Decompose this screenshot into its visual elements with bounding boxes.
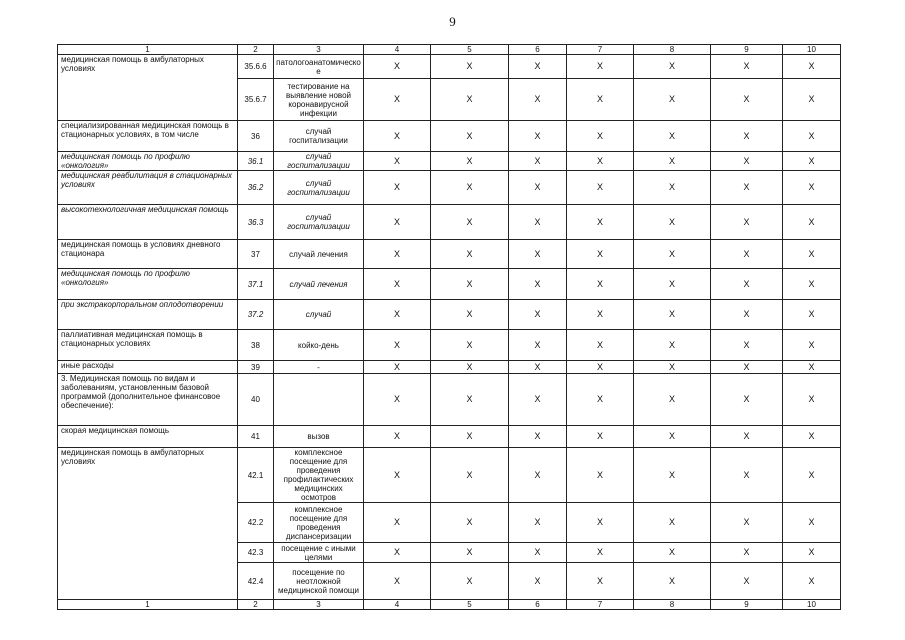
row-code: 42.3 — [238, 543, 274, 563]
table-row — [58, 448, 841, 503]
cell-mark: X — [364, 503, 431, 543]
cell-mark: X — [364, 300, 431, 330]
header-cell: 1 — [58, 600, 238, 610]
header-cell: 6 — [509, 45, 567, 55]
cell-mark: X — [711, 426, 783, 448]
cell-mark: X — [567, 563, 634, 600]
cell-mark: X — [711, 543, 783, 563]
header-cell: 10 — [783, 600, 841, 610]
header-cell: 8 — [634, 45, 711, 55]
cell-mark: X — [567, 361, 634, 374]
cell-mark: X — [364, 426, 431, 448]
cell-mark: X — [783, 503, 841, 543]
cell-mark: X — [431, 171, 509, 205]
row-unit: случай госпитализации — [274, 121, 364, 152]
cell-mark: X — [634, 361, 711, 374]
cell-mark: X — [634, 55, 711, 79]
header-cell: 3 — [274, 600, 364, 610]
cell-mark: X — [431, 426, 509, 448]
cell-mark: X — [634, 374, 711, 426]
cell-mark: X — [711, 205, 783, 240]
row-label: скорая медицинская помощь — [58, 426, 238, 448]
table-row — [58, 330, 841, 361]
cell-mark: X — [711, 374, 783, 426]
cell-mark: X — [634, 240, 711, 269]
cell-mark: X — [431, 152, 509, 171]
row-label: медицинская помощь по профилю «онкология» — [58, 152, 238, 171]
row-unit: посещение с иными целями — [274, 543, 364, 563]
cell-mark: X — [364, 171, 431, 205]
cell-mark: X — [509, 205, 567, 240]
header-row — [58, 45, 841, 55]
cell-mark: X — [783, 240, 841, 269]
cell-mark: X — [634, 330, 711, 361]
cell-mark: X — [509, 426, 567, 448]
table-row — [58, 374, 841, 426]
cell-mark: X — [567, 426, 634, 448]
cell-mark: X — [567, 121, 634, 152]
table-row — [58, 121, 841, 152]
cell-mark: X — [711, 79, 783, 121]
cell-mark: X — [431, 448, 509, 503]
cell-mark: X — [634, 171, 711, 205]
cell-mark: X — [509, 330, 567, 361]
cell-mark: X — [364, 240, 431, 269]
cell-mark: X — [509, 361, 567, 374]
cell-mark: X — [783, 55, 841, 79]
row-unit: комплексное посещение для проведения диспансеризации — [274, 503, 364, 543]
table-row — [58, 152, 841, 171]
cell-mark: X — [567, 79, 634, 121]
table-row — [58, 300, 841, 330]
cell-mark: X — [783, 205, 841, 240]
row-code: 42.2 — [238, 503, 274, 543]
cell-mark: X — [783, 171, 841, 205]
header-cell: 9 — [711, 45, 783, 55]
row-code: 40 — [238, 374, 274, 426]
row-unit: случай госпитализации — [274, 205, 364, 240]
cell-mark: X — [364, 55, 431, 79]
cell-mark: X — [431, 269, 509, 300]
cell-mark: X — [364, 448, 431, 503]
row-label: паллиативная медицинская помощь в стационарных условиях — [58, 330, 238, 361]
cell-mark: X — [364, 543, 431, 563]
row-label: высокотехнологичная медицинская помощь — [58, 205, 238, 240]
cell-mark: X — [783, 543, 841, 563]
cell-mark: X — [364, 205, 431, 240]
cell-mark: X — [567, 269, 634, 300]
cell-mark: X — [509, 269, 567, 300]
table-row — [58, 269, 841, 300]
cell-mark: X — [711, 300, 783, 330]
cell-mark: X — [364, 269, 431, 300]
table-row — [58, 55, 841, 79]
cell-mark: X — [634, 503, 711, 543]
cell-mark: X — [567, 330, 634, 361]
header-cell: 8 — [634, 600, 711, 610]
header-cell: 5 — [431, 45, 509, 55]
cell-mark: X — [364, 361, 431, 374]
header-cell: 7 — [567, 600, 634, 610]
cell-mark: X — [509, 152, 567, 171]
footer-row — [58, 600, 841, 610]
cell-mark: X — [431, 374, 509, 426]
cell-mark: X — [509, 503, 567, 543]
row-unit: тестирование на выявление новой коронавирусной инфекции — [274, 79, 364, 121]
table-row — [58, 205, 841, 240]
cell-mark: X — [567, 240, 634, 269]
header-cell: 10 — [783, 45, 841, 55]
page-number: 9 — [449, 14, 456, 29]
row-code: 37 — [238, 240, 274, 269]
cell-mark: X — [567, 300, 634, 330]
cell-mark: X — [431, 121, 509, 152]
cell-mark: X — [711, 240, 783, 269]
cell-mark: X — [783, 300, 841, 330]
cell-mark: X — [509, 79, 567, 121]
cell-mark: X — [431, 300, 509, 330]
row-label: иные расходы — [58, 361, 238, 374]
row-code: 36.1 — [238, 152, 274, 171]
row-code: 42.4 — [238, 563, 274, 600]
cell-mark: X — [431, 503, 509, 543]
header-cell: 1 — [58, 45, 238, 55]
row-label: медицинская помощь в условиях дневного стационара — [58, 240, 238, 269]
cell-mark: X — [711, 503, 783, 543]
cell-mark: X — [509, 240, 567, 269]
cell-mark: X — [509, 448, 567, 503]
header-cell: 2 — [238, 45, 274, 55]
cell-mark: X — [509, 543, 567, 563]
header-cell: 9 — [711, 600, 783, 610]
cell-mark: X — [364, 79, 431, 121]
cell-mark: X — [567, 448, 634, 503]
row-code: 36.3 — [238, 205, 274, 240]
row-label: специализированная медицинская помощь в стационарных условиях, в том числе — [58, 121, 238, 152]
cell-mark: X — [634, 426, 711, 448]
cell-mark: X — [634, 152, 711, 171]
cell-mark: X — [783, 563, 841, 600]
row-unit: вызов — [274, 426, 364, 448]
cell-mark: X — [567, 374, 634, 426]
cell-mark: X — [431, 205, 509, 240]
cell-mark: X — [431, 55, 509, 79]
row-unit — [274, 374, 364, 426]
cell-mark: X — [509, 300, 567, 330]
cell-mark: X — [711, 269, 783, 300]
cell-mark: X — [711, 171, 783, 205]
cell-mark: X — [711, 55, 783, 79]
header-cell: 4 — [364, 600, 431, 610]
row-label: медицинская реабилитация в стационарных условиях — [58, 171, 238, 205]
cell-mark: X — [711, 121, 783, 152]
cell-mark: X — [364, 121, 431, 152]
cell-mark: X — [783, 79, 841, 121]
row-unit: случай госпитализации — [274, 152, 364, 171]
cell-mark: X — [509, 171, 567, 205]
cell-mark: X — [783, 426, 841, 448]
cell-mark: X — [431, 563, 509, 600]
row-code: 37.2 — [238, 300, 274, 330]
cell-mark: X — [634, 121, 711, 152]
row-unit: патологоанатомическо е — [274, 55, 364, 79]
cell-mark: X — [634, 563, 711, 600]
row-code: 36 — [238, 121, 274, 152]
row-code: 35.6.6 — [238, 55, 274, 79]
row-unit: посещение по неотложной медицинской помощи — [274, 563, 364, 600]
row-label: медицинская помощь в амбулаторных условиях — [58, 55, 238, 121]
cell-mark: X — [431, 543, 509, 563]
header-cell: 6 — [509, 600, 567, 610]
cell-mark: X — [783, 361, 841, 374]
cell-mark: X — [634, 269, 711, 300]
cell-mark: X — [567, 543, 634, 563]
row-label: при экстракорпоральном оплодотворении — [58, 300, 238, 330]
cell-mark: X — [509, 563, 567, 600]
row-unit: случай — [274, 300, 364, 330]
cell-mark: X — [783, 330, 841, 361]
cell-mark: X — [634, 543, 711, 563]
row-code: 42.1 — [238, 448, 274, 503]
row-unit: комплексное посещение для проведения профилактических медицинских осмотров — [274, 448, 364, 503]
header-cell: 5 — [431, 600, 509, 610]
table-row — [58, 361, 841, 374]
cell-mark: X — [364, 374, 431, 426]
header-cell: 4 — [364, 45, 431, 55]
cell-mark: X — [567, 152, 634, 171]
cell-mark: X — [509, 121, 567, 152]
row-unit: - — [274, 361, 364, 374]
cell-mark: X — [567, 205, 634, 240]
cell-mark: X — [783, 269, 841, 300]
header-cell: 3 — [274, 45, 364, 55]
cell-mark: X — [567, 55, 634, 79]
cell-mark: X — [431, 79, 509, 121]
row-unit: случай лечения — [274, 240, 364, 269]
table-row — [58, 171, 841, 205]
cell-mark: X — [783, 374, 841, 426]
row-code: 37.1 — [238, 269, 274, 300]
cell-mark: X — [711, 563, 783, 600]
cell-mark: X — [783, 152, 841, 171]
cell-mark: X — [634, 205, 711, 240]
row-code: 39 — [238, 361, 274, 374]
data-table — [57, 44, 841, 610]
cell-mark: X — [711, 330, 783, 361]
cell-mark: X — [634, 79, 711, 121]
row-unit: случай лечения — [274, 269, 364, 300]
row-code: 36.2 — [238, 171, 274, 205]
row-unit: койко-день — [274, 330, 364, 361]
cell-mark: X — [711, 448, 783, 503]
cell-mark: X — [711, 361, 783, 374]
cell-mark: X — [634, 300, 711, 330]
cell-mark: X — [509, 55, 567, 79]
cell-mark: X — [431, 361, 509, 374]
cell-mark: X — [364, 563, 431, 600]
cell-mark: X — [509, 374, 567, 426]
cell-mark: X — [431, 330, 509, 361]
cell-mark: X — [783, 121, 841, 152]
cell-mark: X — [364, 152, 431, 171]
cell-mark: X — [567, 171, 634, 205]
row-code: 35.6.7 — [238, 79, 274, 121]
table-row — [58, 426, 841, 448]
header-cell: 7 — [567, 45, 634, 55]
table-row — [58, 240, 841, 269]
cell-mark: X — [634, 448, 711, 503]
cell-mark: X — [431, 240, 509, 269]
row-label: 3. Медицинская помощь по видам и заболеваниям, установленным базовой программой (дополнительное финансовое обеспечение): — [58, 374, 238, 426]
cell-mark: X — [711, 152, 783, 171]
row-label: медицинская помощь в амбулаторных условиях — [58, 448, 238, 600]
row-code: 38 — [238, 330, 274, 361]
row-label: медицинская помощь по профилю «онкология» — [58, 269, 238, 300]
header-cell: 2 — [238, 600, 274, 610]
row-unit: случай госпитализации — [274, 171, 364, 205]
cell-mark: X — [783, 448, 841, 503]
cell-mark: X — [364, 330, 431, 361]
row-code: 41 — [238, 426, 274, 448]
cell-mark: X — [567, 503, 634, 543]
